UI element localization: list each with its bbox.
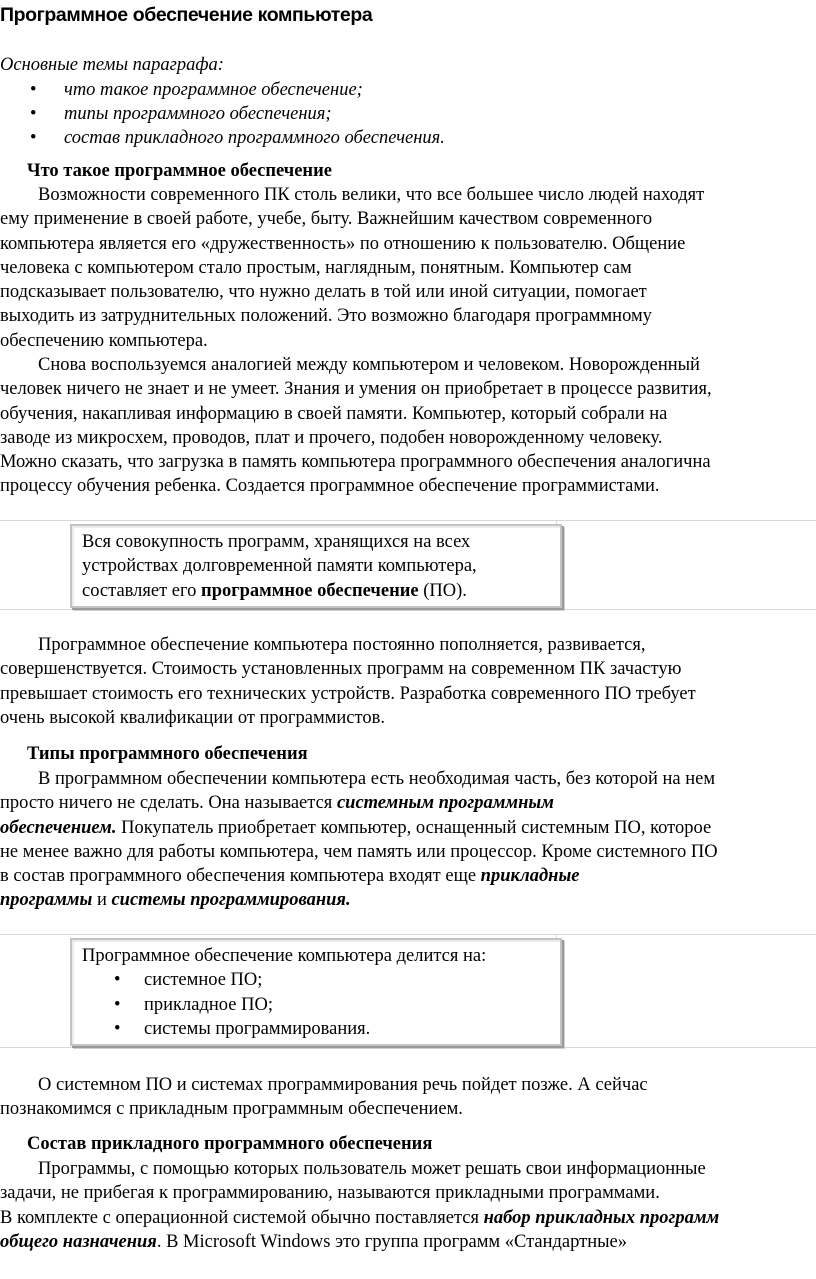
types-list [82, 968, 552, 1041]
section-heading-what-is-software: Что такое программное обеспечение [27, 161, 332, 181]
text-line: обучения, накапливая информацию в своей памяти. Компьютер, который собрали на [0, 403, 668, 424]
paragraph-3 [0, 633, 816, 730]
text-line [0, 864, 816, 888]
text-line: не менее важно для работы компьютера, чем память или процессор. Кроме системного ПО [0, 841, 718, 862]
term-general-apps: набор прикладных программ [483, 1207, 720, 1228]
text-line: подсказывает пользователю, что нужно делать в той или иной ситуации, помогает [0, 282, 647, 303]
text-segment: просто ничего не сделать. Она называется [0, 793, 337, 814]
text-line: Программы, с помощью которых пользователь может решать свои информационные [38, 1159, 706, 1179]
list-item: • типы программного обеспечения; [0, 102, 445, 126]
term-applied: прикладные [480, 866, 580, 887]
paragraph-6 [0, 1157, 816, 1254]
list-item: • состав прикладного программного обеспечения. [0, 126, 445, 150]
text-line: Можно сказать, что загрузка в память компьютера программного обеспечения аналогична [0, 452, 711, 473]
section-heading-applied-software: Состав прикладного программного обеспечения [27, 1134, 433, 1154]
list-item: • прикладное ПО; [82, 993, 552, 1017]
text-line [0, 1206, 816, 1230]
term-system-software: системным программным [336, 793, 554, 814]
paragraph-5 [0, 1073, 816, 1122]
paragraph-4 [0, 767, 816, 913]
paragraph-2 [0, 353, 816, 499]
list-item: • системы программирования. [82, 1017, 552, 1041]
text-line: выходить из затруднительных положений. Это возможно благодаря программному [0, 306, 652, 327]
term-general-purpose: общего назначения [0, 1231, 157, 1252]
text-line: очень высокой квалификации от программистов. [0, 707, 385, 728]
text-line: ему применение в своей работе, учебе, быту. Важнейшим качеством современного [0, 209, 653, 230]
text-line: совершенствуется. Стоимость установленных программ на современном ПК зачастую [0, 659, 682, 680]
text-line: устройствах долговременной памяти компьютера, [82, 556, 477, 577]
term-system-software-end: обеспечением. [0, 817, 117, 838]
definition-term: программное обеспечение [201, 580, 419, 601]
text-segment: . В Microsoft Windows это группа программ «Стандартные» [156, 1231, 628, 1252]
text-line [0, 1230, 816, 1254]
text-line: Возможности современного ПК столь велики, что все большее число людей находят [38, 185, 705, 205]
term-programming-systems: системы программирования. [111, 890, 351, 911]
text-segment: составляет его [82, 580, 202, 601]
list-item: • что такое программное обеспечение; [0, 78, 445, 102]
text-segment: и [92, 890, 112, 911]
text-line: человек ничего не знает и не умеет. Знания и умения он приобретает в процессе развития, [0, 379, 712, 400]
text-line [0, 816, 816, 840]
text-line: Снова воспользуемся аналогией между компьютером и человеком. Новорожденный [38, 355, 700, 375]
definition-box [70, 524, 562, 608]
text-segment: Покупатель приобретает компьютер, оснащенный системным ПО, которое [116, 817, 712, 838]
text-line: Программное обеспечение компьютера постоянно пополняется, развивается, [38, 635, 646, 655]
text-line: человека с компьютером стало простым, наглядным, понятным. Компьютер сам [0, 257, 632, 278]
text-line: компьютера является его «дружественность» по отношению к пользователю. Общение [0, 233, 686, 254]
text-line: О системном ПО и системах программирования речь пойдет позже. А сейчас [38, 1075, 648, 1095]
text-line: задачи, не прибегая к программированию, называются прикладными программами. [0, 1183, 660, 1204]
topics-caption: Основные темы параграфа: [0, 55, 224, 75]
text-line: обеспечению компьютера. [0, 330, 208, 351]
text-line: заводе из микросхем, проводов, плат и прочего, подобен новорожденному человеку. [0, 427, 663, 448]
text-segment: (ПО). [418, 580, 467, 601]
text-line [0, 888, 816, 912]
topics-list [0, 78, 445, 150]
text-line: процессу обучения ребенка. Создается программное обеспечение программистами. [0, 476, 660, 497]
term-programs: программы [0, 890, 93, 911]
text-line: познакомимся с прикладным программным обеспечением. [0, 1099, 463, 1120]
text-line: превышает стоимость его технических устройств. Разработка современного ПО требует [0, 683, 696, 704]
types-intro: Программное обеспечение компьютера делится на: [82, 946, 487, 966]
list-item: • системное ПО; [82, 968, 552, 992]
text-line: В программном обеспечении компьютера есть необходимая часть, без которой на нем [38, 769, 716, 789]
page-title: Программное обеспечение компьютера [0, 4, 373, 26]
text-segment: В комплекте с операционной системой обычно поставляется [0, 1207, 484, 1228]
text-line [82, 579, 552, 603]
types-box [70, 938, 562, 1046]
section-heading-software-types: Типы программного обеспечения [27, 744, 308, 764]
text-segment: в состав программного обеспечения компьютера входят еще [0, 866, 481, 887]
text-line: Вся совокупность программ, хранящихся на всех [82, 532, 471, 552]
text-line [0, 791, 816, 815]
paragraph-1 [0, 183, 816, 353]
